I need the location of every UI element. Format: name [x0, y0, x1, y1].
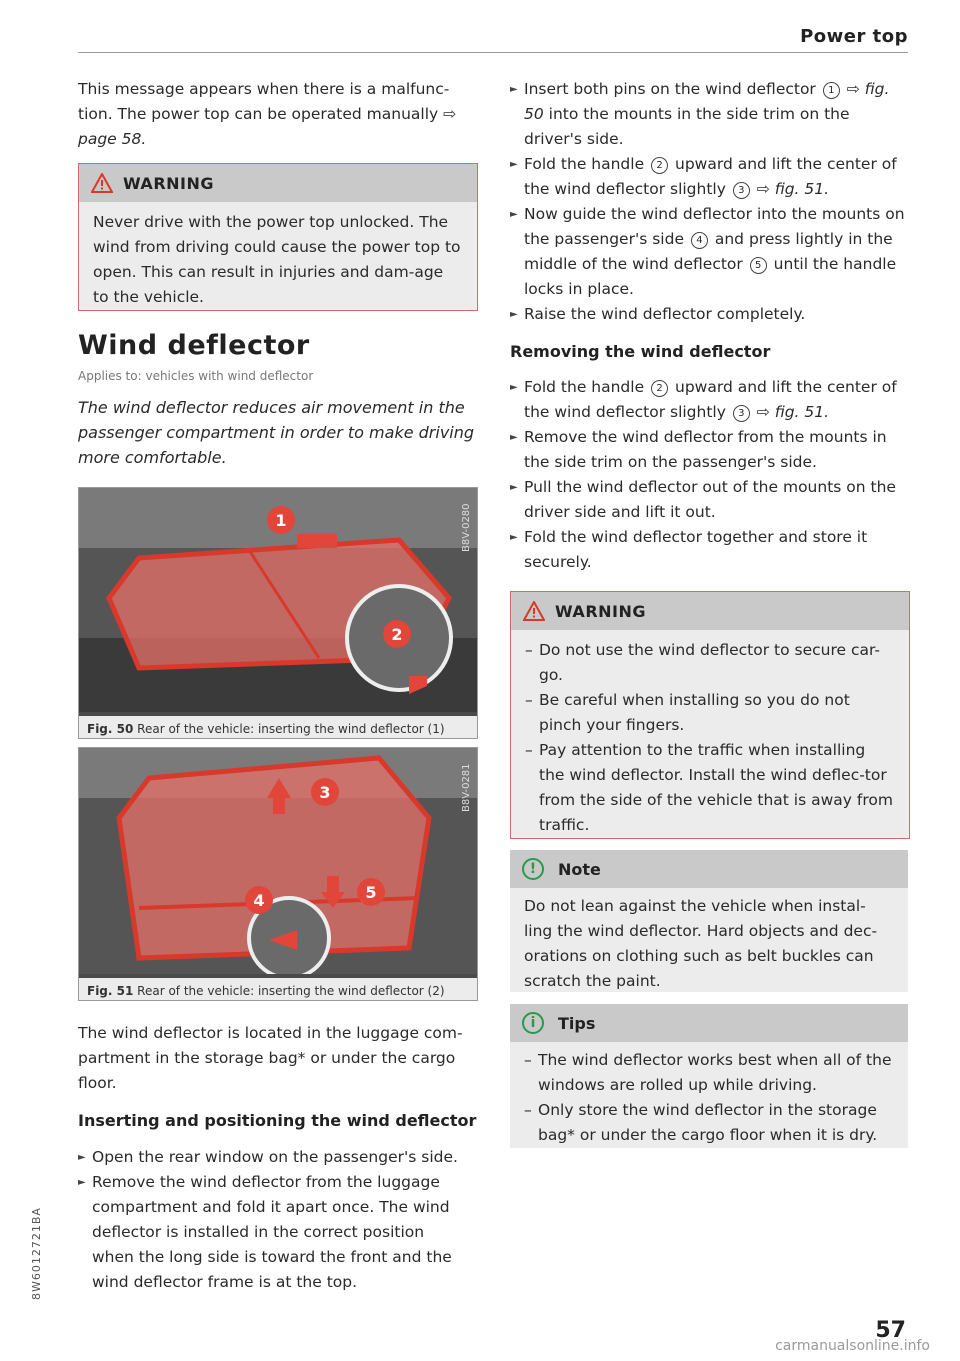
- location-text: The wind deflector is located in the luggage com-partment in the storage bag* or under the cargo floor.: [78, 1024, 463, 1092]
- warning-label: WARNING: [123, 173, 214, 193]
- tips-list: [510, 1042, 908, 1154]
- warning-item-3: – Pay attention to the traffic when installing the wind deflector. Install the wind deflec-tor from the side of the vehicle that is away from traffic.: [525, 738, 895, 838]
- note-header: [510, 850, 908, 888]
- inserting-step-2: ► Remove the wind deflector from the luggage compartment and fold it apart once. The wind deflector is installed in the correct position when the long side is toward the front and the wind deflector frame is at the top.: [78, 1170, 470, 1295]
- page-header-title: Power top: [800, 26, 908, 47]
- ref-marker-1: 1: [823, 82, 840, 99]
- figure-51-caption-text: Rear of the vehicle: inserting the wind deflector (2): [137, 984, 445, 998]
- note-box: [510, 850, 908, 992]
- figure-50-caption-text: Rear of the vehicle: inserting the wind deflector (1): [137, 722, 445, 736]
- step-guide-text-3: until the handle locks in place.: [524, 255, 897, 298]
- warning-triangle-icon: [91, 173, 113, 193]
- warning-item-1: – Do not use the wind deflector to secure car-go.: [525, 638, 895, 688]
- ref-marker-5: 5: [750, 257, 767, 274]
- malfunction-text-body: This message appears when there is a malfunc-tion. The power top can be operated manually: [78, 80, 450, 123]
- figure-50-code: B8V-0280: [461, 503, 472, 552]
- marker-5: 5: [365, 883, 377, 902]
- step-fold-handle-text-2: upward and lift the center of the wind deflector slightly: [524, 155, 897, 198]
- note-text: Do not lean against the vehicle when instal-ling the wind deflector. Hard objects and dec-orations on clothing such as belt buckles can scratch the paint.: [524, 897, 878, 990]
- applies-to-text: Applies to: vehicles with wind deflector: [78, 369, 314, 383]
- info-icon: i: [522, 1012, 544, 1034]
- remove-step-2: ► Remove the wind deflector from the mounts in the side trim on the passenger's side.: [510, 425, 905, 475]
- fig-51-ref-link[interactable]: ⇨ fig. 51.: [756, 180, 830, 198]
- fig-51-ref-link-2[interactable]: ⇨ fig. 51.: [756, 403, 830, 421]
- step-guide-deflector: [510, 202, 905, 302]
- left-column: [78, 77, 478, 152]
- step-insert-pins: [510, 77, 905, 152]
- figure-51-caption: [79, 978, 477, 1001]
- step-insert-pins-text-2: into the mounts in the side trim on the driver's side.: [524, 105, 850, 148]
- exclamation-icon: !: [522, 858, 544, 880]
- warning-box-unlocked: [78, 163, 478, 311]
- warning-item-2: – Be careful when installing so you do not pinch your fingers.: [525, 688, 895, 738]
- warning-header-2: [511, 592, 909, 630]
- page-number: 57: [875, 1318, 906, 1343]
- marker-4: 4: [253, 891, 265, 910]
- malfunction-text: [78, 77, 478, 152]
- warning-box-installing: [510, 591, 910, 839]
- page-ref-link[interactable]: ⇨ page 58.: [78, 105, 457, 148]
- warning-label-2: WARNING: [555, 601, 646, 621]
- removing-steps: [510, 375, 905, 575]
- remove-step-3: ► Pull the wind deflector out of the mounts on the driver side and lift it out.: [510, 475, 905, 525]
- remove-step-1-text-2: upward and lift the center of the wind deflector slightly: [524, 378, 897, 421]
- tips-label: Tips: [558, 1013, 596, 1033]
- figure-50: [78, 487, 478, 739]
- step-guide-text-2: and press lightly in the middle of the wind deflector: [524, 230, 893, 273]
- inserting-heading: Inserting and positioning the wind deflector: [78, 1111, 477, 1130]
- marker-1: 1: [275, 511, 287, 530]
- remove-step-1: [510, 375, 905, 425]
- step-fold-handle: [510, 152, 905, 202]
- warning-triangle-icon: [523, 601, 545, 621]
- inserting-step-1: ► Open the rear window on the passenger's side.: [78, 1145, 470, 1170]
- marker-2: 2: [391, 625, 403, 644]
- warning-text: Never drive with the power top unlocked. The wind from driving could cause the power top to open. This can result in injuries and dam-age to the vehicle.: [93, 213, 461, 306]
- warning-list: [511, 630, 909, 846]
- figure-50-label: Fig. 50: [87, 722, 134, 736]
- tip-item-2: – Only store the wind deflector in the storage bag* or under the cargo floor when it is dry.: [524, 1098, 894, 1148]
- tips-box: [510, 1004, 908, 1148]
- figure-51-label: Fig. 51: [87, 984, 134, 998]
- document-side-code: 8W6012721BA: [30, 1207, 43, 1300]
- figure-51-illustration: [79, 748, 477, 974]
- section-intro: The wind deflector reduces air movement in the passenger compartment in order to make driving more comfortable.: [78, 398, 475, 467]
- ref-marker-2: 2: [651, 157, 668, 174]
- ref-marker-3: 3: [733, 182, 750, 199]
- removing-heading: Removing the wind deflector: [510, 342, 771, 361]
- section-title: Wind deflector: [78, 330, 310, 361]
- ref-marker-3b: 3: [733, 405, 750, 422]
- step-raise-deflector: ► Raise the wind deflector completely.: [510, 302, 905, 327]
- tips-header: [510, 1004, 908, 1042]
- step-insert-pins-text: Insert both pins on the wind deflector: [524, 80, 816, 98]
- figure-51: [78, 747, 478, 1001]
- figure-50-caption: [79, 716, 477, 739]
- right-steps: [510, 77, 905, 327]
- warning-header: [79, 164, 477, 202]
- figure-50-illustration: [79, 488, 477, 712]
- step-fold-handle-text: Fold the handle: [524, 155, 645, 173]
- fig-50-ref-link[interactable]: ⇨ fig. 50: [524, 80, 890, 123]
- watermark: carmanualsonline.info: [775, 1338, 930, 1354]
- note-label: Note: [558, 859, 601, 879]
- ref-marker-4: 4: [691, 232, 708, 249]
- ref-marker-2b: 2: [651, 380, 668, 397]
- header-divider: [78, 52, 908, 53]
- step-guide-text: Now guide the wind deflector into the mounts on the passenger's side: [524, 205, 905, 248]
- remove-step-4: ► Fold the wind deflector together and store it securely.: [510, 525, 905, 575]
- figure-51-code: B8V-0281: [461, 763, 472, 812]
- tip-item-1: – The wind deflector works best when all of the windows are rolled up while driving.: [524, 1048, 894, 1098]
- remove-step-1-text: Fold the handle: [524, 378, 645, 396]
- inserting-steps: [78, 1145, 470, 1295]
- marker-3: 3: [319, 783, 331, 802]
